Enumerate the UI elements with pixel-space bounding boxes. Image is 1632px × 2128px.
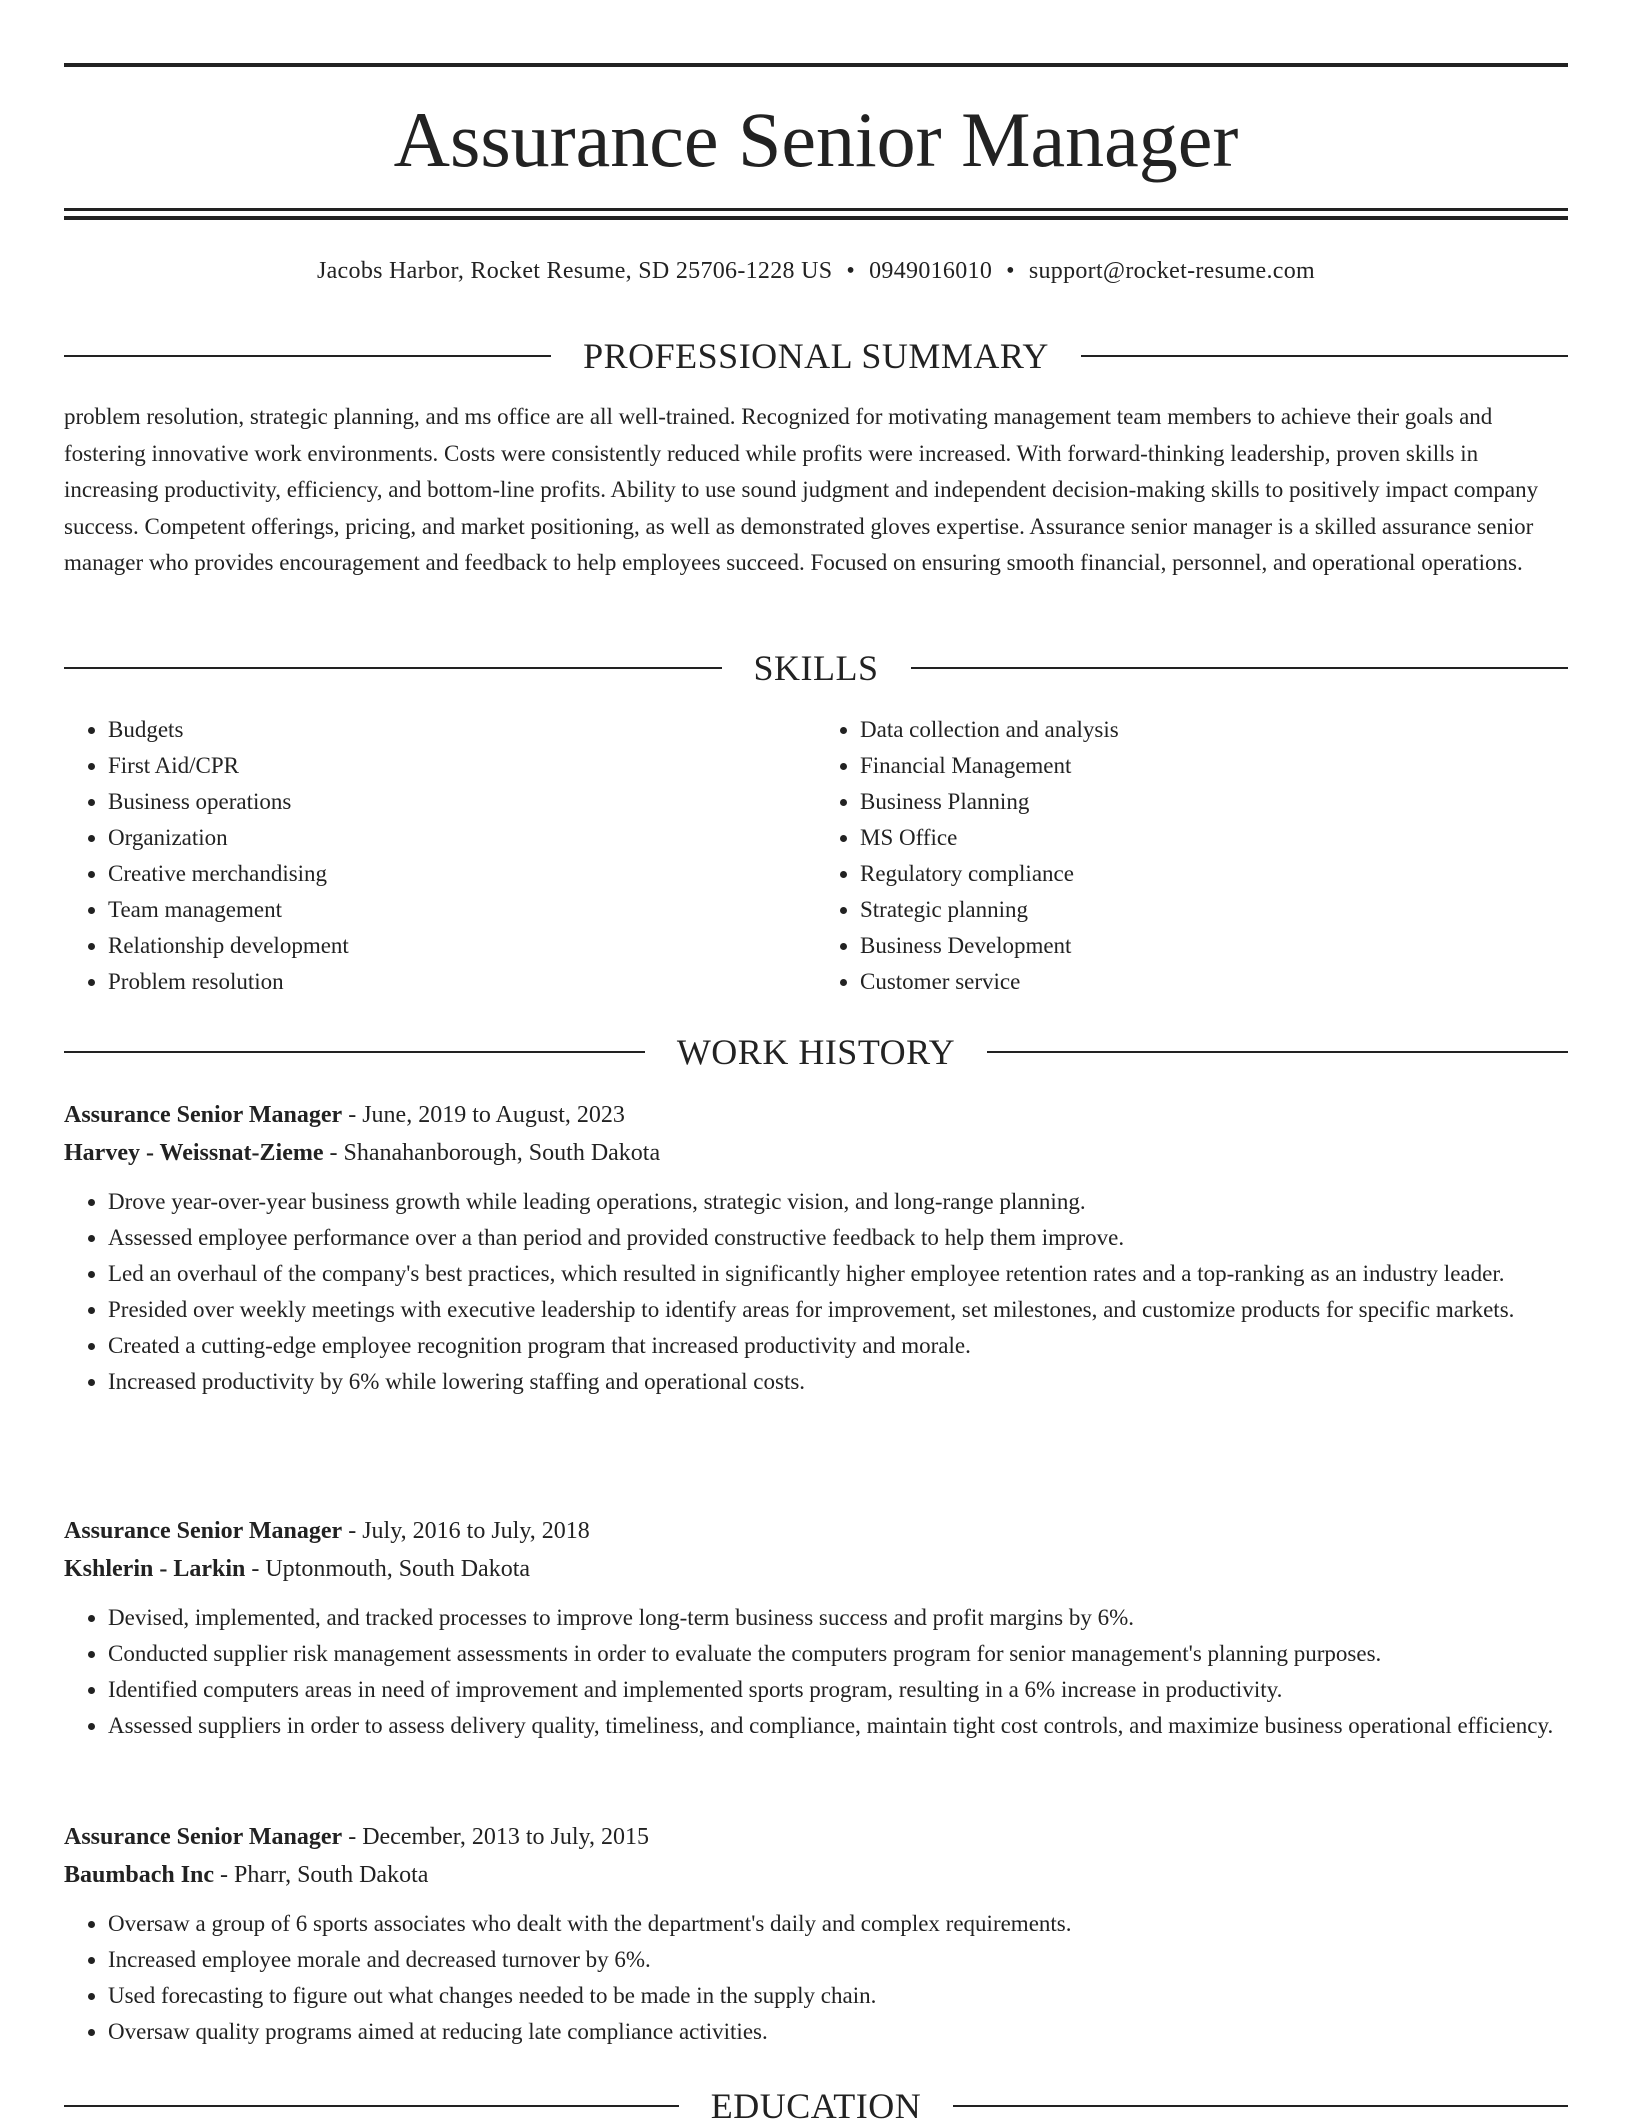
job-entry xyxy=(64,1096,1568,1400)
job-company: Kshlerin - Larkin xyxy=(64,1556,246,1582)
job-company-line xyxy=(64,1134,1568,1172)
skill-item: • Business Planning xyxy=(860,784,1568,820)
job-company-line xyxy=(64,1856,1568,1894)
job-title: Assurance Senior Manager xyxy=(64,1824,343,1850)
contact-separator: • xyxy=(846,258,856,284)
section-title: SKILLS xyxy=(753,648,879,688)
job-bullets xyxy=(64,1184,1568,1400)
job-location: - Uptonmouth, South Dakota xyxy=(245,1556,531,1582)
job-bullet: • Oversaw a group of 6 sports associates who dealt with the department's daily and complex requirements. xyxy=(108,1906,1568,1942)
job-company: Harvey - Weissnat-Zieme xyxy=(64,1140,324,1166)
job-title-line xyxy=(64,1512,1568,1550)
page-title: Assurance Senior Manager xyxy=(393,96,1239,183)
job-bullet: • Led an overhaul of the company's best practices, which resulted in significantly higher employee retention rates and a top-ranking as an industry leader. xyxy=(108,1256,1568,1292)
skills-column-right xyxy=(816,712,1568,1000)
skill-item: • Customer service xyxy=(860,964,1568,1000)
job-bullets xyxy=(64,1906,1568,2050)
job-dates: - July, 2016 to July, 2018 xyxy=(342,1518,590,1544)
job-bullet: • Assessed employee performance over a than period and provided constructive feedback to help them improve. xyxy=(108,1220,1568,1256)
job-title: Assurance Senior Manager xyxy=(64,1518,343,1544)
heading-rule xyxy=(911,667,1569,669)
job-dates: - December, 2013 to July, 2015 xyxy=(342,1824,649,1850)
job-title-line xyxy=(64,1818,1568,1856)
job-bullet: • Used forecasting to figure out what changes needed to be made in the supply chain. xyxy=(108,1978,1568,2014)
heading-rule xyxy=(64,2105,679,2107)
job-bullet: • Created a cutting-edge employee recognition program that increased productivity and morale. xyxy=(108,1328,1568,1364)
title-underline-1 xyxy=(64,208,1568,211)
job-bullet: • Increased employee morale and decreased turnover by 6%. xyxy=(108,1942,1568,1978)
heading-rule xyxy=(1081,355,1568,357)
skill-item: • Regulatory compliance xyxy=(860,856,1568,892)
summary-text: problem resolution, strategic planning, and ms office are all well-trained. Recognized for motivating management team members to achieve their goals and fostering innovative work environments. Costs were consistently reduced while profits were increased. With forward-thinking leadership, proven skills in increasing productivity, efficiency, and bottom-line profits. Ability to use sound judgment and independent decision-making skills to positively impact company success. Competent offerings, pricing, and market positioning, as well as demonstrated gloves expertise. Assurance senior manager is a skilled assurance senior manager who provides encouragement and feedback to help employees succeed. Focused on ensuring smooth financial, personnel, and operational operations. xyxy=(64,404,1539,576)
job-bullet: • Identified computers areas in need of improvement and implemented sports program, resulting in a 6% increase in productivity. xyxy=(108,1672,1568,1708)
heading-rule xyxy=(64,1051,645,1053)
title-underline-2 xyxy=(64,216,1568,220)
section-title: EDUCATION xyxy=(710,2086,922,2126)
contact-info xyxy=(0,254,1632,288)
top-rule xyxy=(64,63,1568,67)
skill-item: • Creative merchandising xyxy=(108,856,816,892)
job-bullet: • Drove year-over-year business growth while leading operations, strategic vision, and long-range planning. xyxy=(108,1184,1568,1220)
heading-rule xyxy=(987,1051,1568,1053)
contact-separator: • xyxy=(1006,258,1015,284)
job-company: Baumbach Inc xyxy=(64,1862,215,1888)
skill-item: • Team management xyxy=(108,892,816,928)
skill-item: • Problem resolution xyxy=(108,964,816,1000)
skill-item: • Budgets xyxy=(108,712,816,748)
job-bullet: • Increased productivity by 6% while lowering staffing and operational costs. xyxy=(108,1364,1568,1400)
section-heading-work-history xyxy=(64,1030,1568,1074)
job-entry xyxy=(64,1512,1568,1744)
section-heading-education xyxy=(64,2084,1568,2128)
job-bullet: • Conducted supplier risk management assessments in order to evaluate the computers program for senior management's planning purposes. xyxy=(108,1636,1568,1672)
job-bullet: • Assessed suppliers in order to assess delivery quality, timeliness, and compliance, maintain tight cost controls, and maximize business operational efficiency. xyxy=(108,1708,1568,1744)
section-heading-skills xyxy=(64,646,1568,690)
job-bullet: • Presided over weekly meetings with executive leadership to identify areas for improvement, set milestones, and customize products for specific markets. xyxy=(108,1292,1568,1328)
job-entry xyxy=(64,1818,1568,2050)
skill-item: • Strategic planning xyxy=(860,892,1568,928)
section-title: WORK HISTORY xyxy=(676,1032,956,1072)
job-bullets xyxy=(64,1600,1568,1744)
skill-item: • Relationship development xyxy=(108,928,816,964)
contact-address: Jacobs Harbor, Rocket Resume, SD 25706-1228 US xyxy=(316,258,833,284)
contact-email: support@rocket-resume.com xyxy=(1028,258,1316,284)
skill-item: • Business Development xyxy=(860,928,1568,964)
skill-item: • Business operations xyxy=(108,784,816,820)
job-company-line xyxy=(64,1550,1568,1588)
skill-item: • Financial Management xyxy=(860,748,1568,784)
job-location: - Pharr, South Dakota xyxy=(214,1862,429,1888)
heading-rule xyxy=(64,355,551,357)
contact-phone: 0949016010 xyxy=(869,258,993,284)
skill-item: • Data collection and analysis xyxy=(860,712,1568,748)
job-bullet: • Oversaw quality programs aimed at reducing late compliance activities. xyxy=(108,2014,1568,2050)
job-location: - Shanahanborough, South Dakota xyxy=(323,1140,661,1166)
job-bullet: • Devised, implemented, and tracked processes to improve long-term business success and profit margins by 6%. xyxy=(108,1600,1568,1636)
skills-list xyxy=(64,712,1568,1000)
heading-rule xyxy=(953,2105,1568,2107)
skill-item: • First Aid/CPR xyxy=(108,748,816,784)
section-heading-summary xyxy=(64,334,1568,378)
job-title: Assurance Senior Manager xyxy=(64,1102,343,1128)
section-title: PROFESSIONAL SUMMARY xyxy=(583,336,1049,376)
heading-rule xyxy=(64,667,722,669)
job-title-line xyxy=(64,1096,1568,1134)
skill-item: • Organization xyxy=(108,820,816,856)
job-dates: - June, 2019 to August, 2023 xyxy=(342,1102,625,1128)
skills-column-left xyxy=(64,712,816,1000)
skill-item: • MS Office xyxy=(860,820,1568,856)
